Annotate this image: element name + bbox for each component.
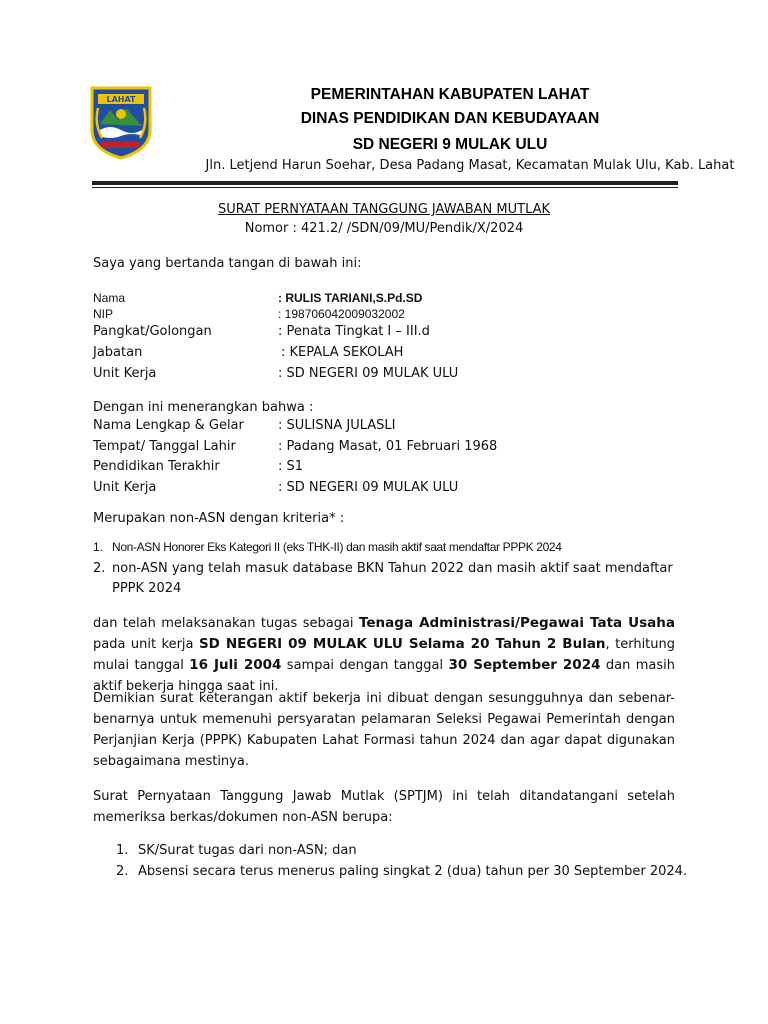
header-government: PEMERINTAHAN KABUPATEN LAHAT	[310, 86, 590, 103]
document-1-number: 1.	[116, 843, 129, 858]
subject-education-label: Pendidikan Terakhir	[93, 459, 220, 474]
signer-unit-label: Unit Kerja	[93, 366, 157, 381]
subject-unit-label: Unit Kerja	[93, 480, 157, 495]
criteria-1-number: 1.	[93, 540, 104, 554]
criteria-1-text: Non-ASN Honorer Eks Kategori II (eks THK-II) dan masih aktif saat mendaftar PPPK 2024	[112, 540, 562, 554]
signer-unit-value: : SD NEGERI 09 MULAK ULU	[278, 366, 459, 381]
signer-nip-label: NIP	[93, 307, 114, 321]
sptjm-paragraph: Surat Pernyataan Tanggung Jawab Mutlak (SPTJM) ini telah ditandatangani setelah memeriksa berkas/dokumen non-ASN berupa:	[93, 789, 675, 825]
duty-text-1: dan telah melaksanakan tugas sebagai	[93, 616, 359, 631]
duty-unit-duration: SD NEGERI 09 MULAK ULU Selama 20 Tahun 2 Bulan	[198, 636, 606, 652]
header-divider-thick	[92, 181, 678, 185]
criteria-intro: Merupakan non-ASN dengan kriteria* :	[93, 511, 345, 526]
document-1-text: SK/Surat tugas dari non-ASN; dan	[138, 843, 357, 858]
duty-text-4: sampai dengan tanggal	[281, 658, 449, 673]
signer-rank-label: Pangkat/Golongan	[93, 324, 212, 339]
subject-education-value: : S1	[278, 459, 304, 474]
criteria-2-text: non-ASN yang telah masuk database BKN Tahun 2022 dan masih aktif saat mendaftar	[112, 561, 673, 576]
subject-name-value: : SULISNA JULASLI	[278, 418, 396, 433]
document-2-number: 2.	[116, 864, 129, 879]
subject-birth-label: Tempat/ Tanggal Lahir	[93, 439, 236, 454]
signer-position-value: : KEPALA SEKOLAH	[281, 345, 404, 360]
purpose-paragraph: Demikian surat keterangan aktif bekerja ini dibuat dengan sesungguhnya dan sebenar-benarnya untuk memenuhi persyaratan pelamaran Seleksi Pegawai Pemerintah dengan Perjanjian Kerja (PPPK) Kabupaten Lahat Formasi tahun 2024 dan agar dapat digunakan sebagaimana mestinya.	[93, 691, 675, 769]
duty-paragraph	[93, 613, 675, 697]
criteria-2-number: 2.	[93, 561, 106, 576]
duty-role: Tenaga Administrasi/Pegawai Tata Usaha	[358, 615, 675, 631]
header-address: Jln. Letjend Harun Soehar, Desa Padang Masat, Kecamatan Mulak Ulu, Kab. Lahat	[205, 158, 735, 173]
duty-text-2: pada unit kerja	[93, 637, 199, 652]
signer-name-value: : RULIS TARIANI,S.Pd.SD	[278, 291, 423, 305]
header-school: SD NEGERI 9 MULAK ULU	[352, 136, 548, 153]
header-department: DINAS PENDIDIKAN DAN KEBUDAYAAN	[300, 110, 600, 127]
signer-position-label: Jabatan	[93, 345, 143, 360]
subject-birth-value: : Padang Masat, 01 Februari 1968	[278, 439, 498, 454]
subject-name-label: Nama Lengkap & Gelar	[93, 418, 244, 433]
signer-name-label: Nama	[93, 291, 126, 305]
subject-unit-value: : SD NEGERI 09 MULAK ULU	[278, 480, 459, 495]
document-2-text: Absensi secara terus menerus paling singkat 2 (dua) tahun per 30 September 2024.	[138, 864, 688, 879]
intro-text: Saya yang bertanda tangan di bawah ini:	[93, 256, 362, 271]
duty-text-3: , terhitung mulai tanggal	[93, 637, 676, 673]
duty-start-date: 16 Juli 2004	[189, 657, 282, 673]
duty-text-5: dan masih aktif bekerja hingga saat ini.	[93, 658, 675, 694]
logo-text: LAHAT	[106, 95, 136, 104]
document-number: Nomor : 421.2/ /SDN/09/MU/Pendik/X/2024	[244, 221, 524, 236]
duty-end-date: 30 September 2024	[448, 657, 601, 673]
criteria-2-text-cont: PPPK 2024	[112, 581, 182, 596]
statement-intro: Dengan ini menerangkan bahwa :	[93, 400, 314, 415]
signer-rank-value: : Penata Tingkat I – III.d	[278, 324, 430, 339]
header-divider-thin	[92, 187, 678, 188]
document-title: SURAT PERNYATAAN TANGGUNG JAWABAN MUTLAK	[217, 202, 551, 217]
signer-nip-value: : 198706042009032002	[278, 307, 405, 321]
